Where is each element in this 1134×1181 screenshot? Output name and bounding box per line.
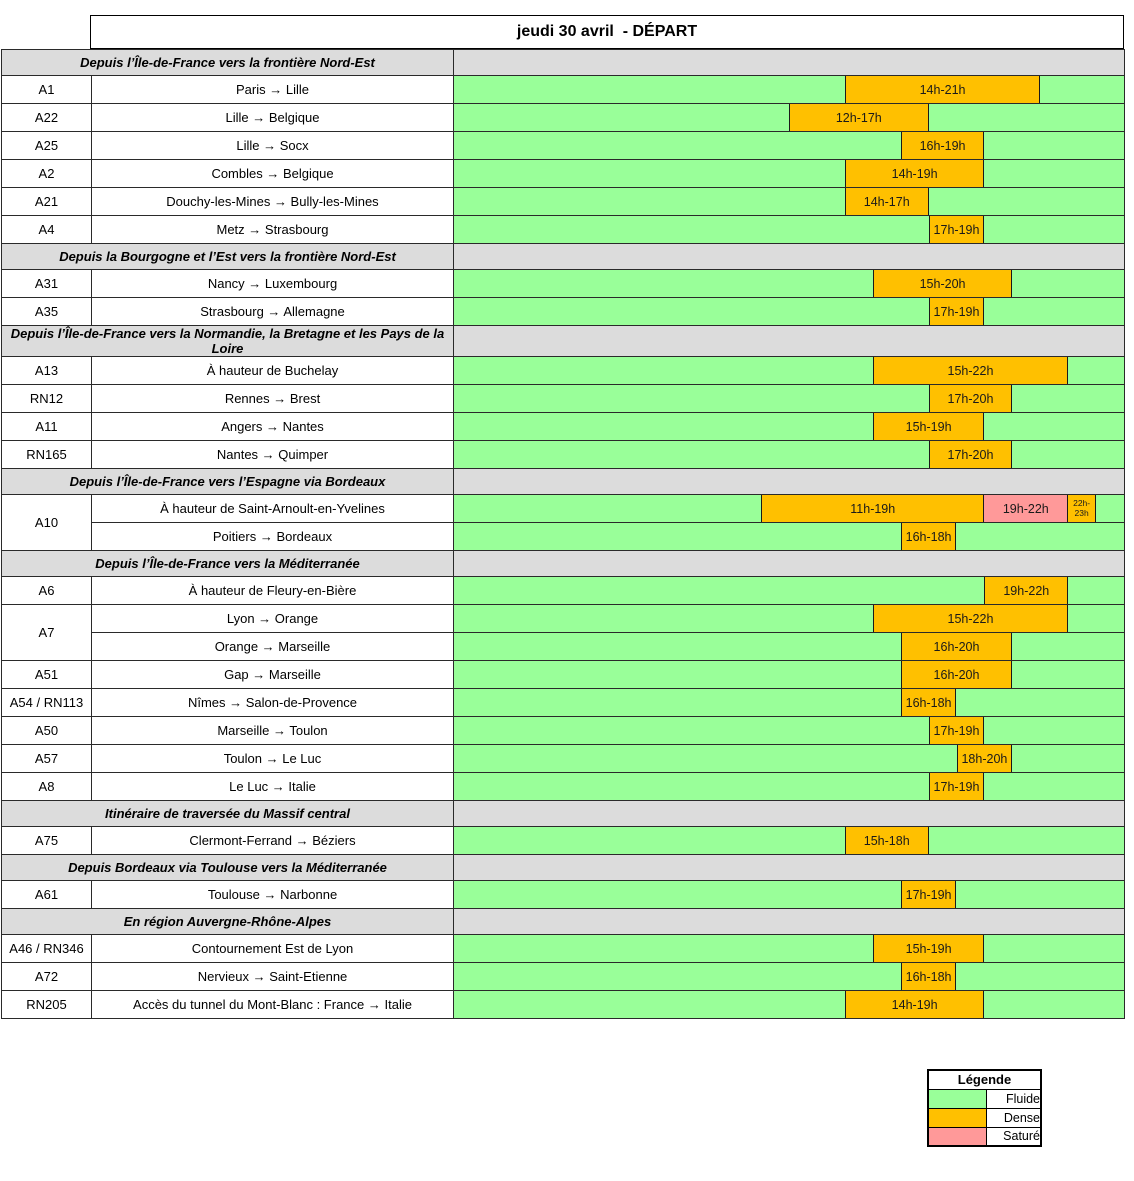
- timeline-cell: [454, 132, 1125, 160]
- traffic-segment-dense: [873, 357, 1068, 384]
- traffic-segment-dense: [1068, 495, 1096, 522]
- route-label: Contournement Est de Lyon: [92, 935, 454, 963]
- section-header-row: [2, 50, 1125, 76]
- legend-header-row: [928, 1070, 1041, 1089]
- table-row: [2, 689, 1125, 717]
- timeline-cell: [454, 881, 1125, 909]
- traffic-segment-dense: [789, 104, 929, 131]
- route-label: Toulon → Le Luc: [92, 745, 454, 773]
- table-row: [2, 577, 1125, 605]
- traffic-segment-dense: [845, 991, 985, 1018]
- table-row: [2, 495, 1125, 523]
- segment-label: 14h-19h: [891, 997, 938, 1012]
- legend-swatch-sature: [928, 1127, 986, 1146]
- section-header: Depuis la Bourgogne et l’Est vers la frontière Nord-Est: [2, 244, 454, 270]
- table-row: [2, 773, 1125, 801]
- segment-label: 17h-19h: [905, 887, 952, 902]
- traffic-segment-dense: [929, 441, 1013, 468]
- route-label: À hauteur de Saint-Arnoult-en-Yvelines: [92, 495, 454, 523]
- road-code: A50: [2, 717, 92, 745]
- section-header-fill: [454, 855, 1125, 881]
- road-code: A75: [2, 827, 92, 855]
- section-header: Itinéraire de traversée du Massif central: [2, 801, 454, 827]
- segment-label: 17h-19h: [933, 723, 980, 738]
- road-code: A54 / RN113: [2, 689, 92, 717]
- route-label: Douchy-les-Mines → Bully-les-Mines: [92, 188, 454, 216]
- traffic-segment-dense: [929, 216, 985, 243]
- road-code: A21: [2, 188, 92, 216]
- traffic-segment-dense: [929, 773, 985, 800]
- segment-label: 14h-17h: [863, 194, 910, 209]
- section-header-row: [2, 801, 1125, 827]
- section-header: Depuis l’Île-de-France vers l’Espagne via Bordeaux: [2, 469, 454, 495]
- legend-row: [928, 1108, 1041, 1127]
- road-code: A11: [2, 413, 92, 441]
- table-row: [2, 413, 1125, 441]
- timeline-cell: [454, 935, 1125, 963]
- traffic-segment-dense: [929, 717, 985, 744]
- traffic-segment-dense: [901, 633, 1013, 660]
- segment-label: 17h-19h: [933, 304, 980, 319]
- forecast-table-body: [2, 50, 1125, 1019]
- table-row: [2, 633, 1125, 661]
- section-header-row: [2, 469, 1125, 495]
- table-row: [2, 605, 1125, 633]
- section-header-fill: [454, 326, 1125, 357]
- road-code: A13: [2, 357, 92, 385]
- traffic-segment-dense: [845, 160, 985, 187]
- segment-label: 22h-23h: [1073, 497, 1091, 518]
- traffic-segment-dense: [901, 963, 957, 990]
- traffic-segment-dense: [901, 881, 957, 908]
- segment-label: 15h-22h: [947, 363, 994, 378]
- traffic-segment-dense: [845, 188, 929, 215]
- section-header-fill: [454, 801, 1125, 827]
- route-label: Metz → Strasbourg: [92, 216, 454, 244]
- road-code: RN12: [2, 385, 92, 413]
- segment-label: 17h-20h: [947, 391, 994, 406]
- legend-label: Dense: [986, 1108, 1041, 1127]
- route-label: Lyon → Orange: [92, 605, 454, 633]
- timeline-track: [454, 633, 1124, 660]
- segment-label: 15h-19h: [905, 419, 952, 434]
- timeline-track: [454, 661, 1124, 688]
- section-header-fill: [454, 909, 1125, 935]
- traffic-segment-dense: [901, 661, 1013, 688]
- timeline-track: [454, 76, 1124, 103]
- segment-label: 11h-19h: [850, 501, 896, 516]
- route-label: Gap → Marseille: [92, 661, 454, 689]
- legend-swatch-dense: [928, 1108, 986, 1127]
- segment-label: 19h-22h: [1002, 501, 1049, 516]
- traffic-segment-dense: [873, 413, 985, 440]
- timeline-track: [454, 773, 1124, 800]
- table-row: [2, 935, 1125, 963]
- traffic-segment-dense: [845, 76, 1040, 103]
- timeline-track: [454, 881, 1124, 908]
- table-row: [2, 827, 1125, 855]
- table-row: [2, 298, 1125, 326]
- legend-row: [928, 1089, 1041, 1108]
- table-row: [2, 881, 1125, 909]
- road-code: A72: [2, 963, 92, 991]
- timeline-cell: [454, 160, 1125, 188]
- segment-label: 14h-21h: [919, 82, 966, 97]
- timeline-track: [454, 717, 1124, 744]
- route-label: Lille → Socx: [92, 132, 454, 160]
- timeline-track: [454, 495, 1124, 522]
- legend: [927, 1069, 1042, 1147]
- legend-label: Fluide: [986, 1089, 1041, 1108]
- timeline-cell: [454, 745, 1125, 773]
- timeline-cell: [454, 827, 1125, 855]
- timeline-track: [454, 188, 1124, 215]
- timeline-track: [454, 357, 1124, 384]
- timeline-track: [454, 298, 1124, 325]
- legend-body: [928, 1089, 1041, 1146]
- segment-label: 16h-20h: [933, 667, 980, 682]
- segment-label: 17h-19h: [933, 779, 980, 794]
- road-code: A46 / RN346: [2, 935, 92, 963]
- timeline-cell: [454, 298, 1125, 326]
- table-row: [2, 441, 1125, 469]
- traffic-segment-dense: [873, 935, 985, 962]
- traffic-segment-dense: [984, 577, 1068, 604]
- route-label: Combles → Belgique: [92, 160, 454, 188]
- road-code: A22: [2, 104, 92, 132]
- route-label: Marseille → Toulon: [92, 717, 454, 745]
- route-label: Nervieux → Saint-Etienne: [92, 963, 454, 991]
- timeline-track: [454, 577, 1124, 604]
- timeline-cell: [454, 104, 1125, 132]
- table-row: [2, 188, 1125, 216]
- table-row: [2, 270, 1125, 298]
- traffic-segment-dense: [845, 827, 929, 854]
- route-label: Orange → Marseille: [92, 633, 454, 661]
- timeline-cell: [454, 633, 1125, 661]
- segment-label: 16h-19h: [919, 138, 966, 153]
- timeline-track: [454, 385, 1124, 412]
- segment-label: 15h-22h: [947, 611, 994, 626]
- route-label: Angers → Nantes: [92, 413, 454, 441]
- legend-title: Légende: [928, 1070, 1041, 1089]
- timeline-track: [454, 132, 1124, 159]
- route-label: Nantes → Quimper: [92, 441, 454, 469]
- traffic-segment-dense: [873, 270, 1013, 297]
- timeline-track: [454, 523, 1124, 550]
- road-code: A4: [2, 216, 92, 244]
- section-header: Depuis l’Île-de-France vers la Méditerranée: [2, 551, 454, 577]
- route-label: Clermont-Ferrand → Béziers: [92, 827, 454, 855]
- timeline-track: [454, 745, 1124, 772]
- timeline-cell: [454, 991, 1125, 1019]
- route-label: Paris → Lille: [92, 76, 454, 104]
- timeline-cell: [454, 76, 1125, 104]
- traffic-segment-dense: [761, 495, 984, 522]
- segment-label: 15h-19h: [905, 941, 952, 956]
- timeline-cell: [454, 577, 1125, 605]
- timeline-track: [454, 270, 1124, 297]
- segment-label: 17h-20h: [947, 447, 994, 462]
- road-code: A8: [2, 773, 92, 801]
- timeline-track: [454, 104, 1124, 131]
- traffic-segment-sature: [984, 495, 1068, 522]
- section-header-row: [2, 909, 1125, 935]
- timeline-cell: [454, 773, 1125, 801]
- route-label: Strasbourg → Allemagne: [92, 298, 454, 326]
- section-header: Depuis Bordeaux via Toulouse vers la Méditerranée: [2, 855, 454, 881]
- traffic-segment-dense: [901, 132, 985, 159]
- road-code: A10: [2, 495, 92, 551]
- road-code: A35: [2, 298, 92, 326]
- traffic-forecast-table: [1, 49, 1125, 1019]
- table-row: [2, 963, 1125, 991]
- road-code: A57: [2, 745, 92, 773]
- route-label: À hauteur de Buchelay: [92, 357, 454, 385]
- table-row: [2, 991, 1125, 1019]
- table-row: [2, 385, 1125, 413]
- route-label: Poitiers → Bordeaux: [92, 523, 454, 551]
- section-header-fill: [454, 551, 1125, 577]
- timeline-cell: [454, 661, 1125, 689]
- route-label: Accès du tunnel du Mont-Blanc : France → Italie: [92, 991, 454, 1019]
- section-header-fill: [454, 50, 1125, 76]
- timeline-cell: [454, 270, 1125, 298]
- table-row: [2, 717, 1125, 745]
- route-label: À hauteur de Fleury-en-Bière: [92, 577, 454, 605]
- segment-label: 15h-20h: [919, 276, 966, 291]
- timeline-cell: [454, 605, 1125, 633]
- section-header: Depuis l’Île-de-France vers la Normandie, la Bretagne et les Pays de la Loire: [2, 326, 454, 357]
- timeline-track: [454, 935, 1124, 962]
- road-code: RN165: [2, 441, 92, 469]
- timeline-track: [454, 963, 1124, 990]
- timeline-track: [454, 216, 1124, 243]
- table-row: [2, 76, 1125, 104]
- section-header-fill: [454, 469, 1125, 495]
- table-row: [2, 104, 1125, 132]
- segment-label: 18h-20h: [961, 751, 1008, 766]
- road-code: A25: [2, 132, 92, 160]
- route-label: Nîmes → Salon-de-Provence: [92, 689, 454, 717]
- road-code: RN205: [2, 991, 92, 1019]
- timeline-cell: [454, 689, 1125, 717]
- section-header-fill: [454, 244, 1125, 270]
- table-row: [2, 160, 1125, 188]
- legend-row: [928, 1127, 1041, 1146]
- timeline-cell: [454, 216, 1125, 244]
- table-row: [2, 216, 1125, 244]
- timeline-cell: [454, 413, 1125, 441]
- segment-label: 15h-18h: [863, 833, 910, 848]
- timeline-cell: [454, 963, 1125, 991]
- timeline-track: [454, 441, 1124, 468]
- table-row: [2, 661, 1125, 689]
- timeline-track: [454, 605, 1124, 632]
- section-header-row: [2, 244, 1125, 270]
- road-code: A6: [2, 577, 92, 605]
- traffic-segment-dense: [957, 745, 1013, 772]
- timeline-cell: [454, 441, 1125, 469]
- segment-label: 19h-22h: [1003, 583, 1050, 598]
- segment-label: 16h-20h: [933, 639, 980, 654]
- traffic-segment-dense: [901, 689, 957, 716]
- timeline-track: [454, 160, 1124, 187]
- section-header: En région Auvergne-Rhône-Alpes: [2, 909, 454, 935]
- timeline-cell: [454, 357, 1125, 385]
- table-row: [2, 745, 1125, 773]
- timeline-track: [454, 413, 1124, 440]
- timeline-track: [454, 991, 1124, 1018]
- segment-label: 12h-17h: [835, 110, 882, 125]
- traffic-segment-dense: [873, 605, 1068, 632]
- section-header-row: [2, 326, 1125, 357]
- timeline-cell: [454, 495, 1125, 523]
- section-header-row: [2, 551, 1125, 577]
- page-title: jeudi 30 avril - DÉPART: [90, 15, 1124, 49]
- road-code: A2: [2, 160, 92, 188]
- section-header: Depuis l’Île-de-France vers la frontière Nord-Est: [2, 50, 454, 76]
- table-row: [2, 523, 1125, 551]
- segment-label: 16h-18h: [905, 969, 952, 984]
- road-code: A7: [2, 605, 92, 661]
- segment-label: 17h-19h: [933, 222, 980, 237]
- timeline-track: [454, 827, 1124, 854]
- traffic-segment-dense: [901, 523, 957, 550]
- traffic-segment-dense: [929, 385, 1013, 412]
- road-code: A31: [2, 270, 92, 298]
- route-label: Toulouse → Narbonne: [92, 881, 454, 909]
- traffic-segment-dense: [929, 298, 985, 325]
- timeline-cell: [454, 188, 1125, 216]
- road-code: A1: [2, 76, 92, 104]
- segment-label: 14h-19h: [891, 166, 938, 181]
- route-label: Rennes → Brest: [92, 385, 454, 413]
- timeline-cell: [454, 717, 1125, 745]
- segment-label: 16h-18h: [905, 695, 952, 710]
- route-label: Nancy → Luxembourg: [92, 270, 454, 298]
- route-label: Lille → Belgique: [92, 104, 454, 132]
- legend-label: Saturé: [986, 1127, 1041, 1146]
- section-header-row: [2, 855, 1125, 881]
- road-code: A61: [2, 881, 92, 909]
- route-label: Le Luc → Italie: [92, 773, 454, 801]
- road-code: A51: [2, 661, 92, 689]
- timeline-cell: [454, 523, 1125, 551]
- timeline-track: [454, 689, 1124, 716]
- table-row: [2, 132, 1125, 160]
- legend-swatch-fluide: [928, 1089, 986, 1108]
- table-row: [2, 357, 1125, 385]
- segment-label: 16h-18h: [905, 529, 952, 544]
- timeline-cell: [454, 385, 1125, 413]
